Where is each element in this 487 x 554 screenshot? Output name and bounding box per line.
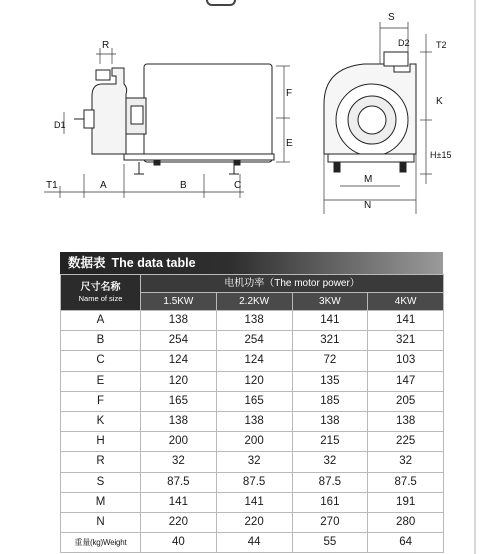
- table-cell: 321: [368, 331, 444, 351]
- label-D2: D2: [398, 38, 410, 48]
- table-cell: 138: [216, 412, 292, 432]
- page-border-right: [474, 0, 476, 554]
- label-A: A: [100, 180, 107, 191]
- table-cell: 124: [141, 351, 217, 371]
- table-cell: 280: [368, 513, 444, 533]
- row-label: E: [61, 371, 141, 391]
- label-H: H±15: [430, 150, 452, 160]
- table-title-cn: 数据表: [68, 256, 106, 270]
- table-cell: 55: [292, 533, 368, 553]
- table-row: [61, 513, 444, 533]
- row-label: K: [61, 412, 141, 432]
- label-T2: T2: [436, 40, 447, 50]
- pump-dimension-drawing: [44, 4, 474, 218]
- table-cell: 165: [141, 391, 217, 411]
- table-row: [61, 351, 444, 371]
- table-row: [61, 311, 444, 331]
- table-cell: 87.5: [141, 472, 217, 492]
- dimension-table: [60, 274, 444, 553]
- row-label: C: [61, 351, 141, 371]
- table-cell: 200: [141, 432, 217, 452]
- table-cell: 161: [292, 492, 368, 512]
- label-R: R: [102, 40, 110, 51]
- table-cell: 141: [141, 492, 217, 512]
- row-label: H: [61, 432, 141, 452]
- name-header-en: Name of size: [78, 293, 123, 303]
- row-label: F: [61, 391, 141, 411]
- table-cell: 40: [141, 533, 217, 553]
- table-cell: 87.5: [216, 472, 292, 492]
- table-cell: 32: [216, 452, 292, 472]
- table-row: [61, 371, 444, 391]
- row-label-weight: 重量(kg)Weight: [61, 533, 141, 553]
- table-cell: 220: [216, 513, 292, 533]
- data-table-panel: [60, 252, 443, 553]
- table-cell: 220: [141, 513, 217, 533]
- table-cell: 225: [368, 432, 444, 452]
- label-C: C: [234, 180, 242, 191]
- column-header-4: 4KW: [368, 293, 444, 311]
- table-cell: 185: [292, 391, 368, 411]
- row-label: N: [61, 513, 141, 533]
- table-cell: 165: [216, 391, 292, 411]
- table-row: [61, 492, 444, 512]
- table-cell: 138: [141, 412, 217, 432]
- label-B: B: [180, 180, 187, 191]
- table-cell: 120: [141, 371, 217, 391]
- table-cell: 72: [292, 351, 368, 371]
- front-view: [324, 52, 416, 172]
- table-cell: 87.5: [292, 472, 368, 492]
- table-cell: 138: [141, 311, 217, 331]
- table-cell: 141: [292, 311, 368, 331]
- label-T1: T1: [46, 180, 58, 191]
- table-title-en: The data table: [111, 256, 196, 270]
- label-D1: D1: [54, 120, 66, 130]
- table-cell: 254: [141, 331, 217, 351]
- table-cell: 44: [216, 533, 292, 553]
- label-K: K: [436, 96, 443, 107]
- label-M: M: [364, 174, 373, 185]
- column-header-2: 2.2KW: [216, 293, 292, 311]
- table-cell: 321: [292, 331, 368, 351]
- column-header-3: 3KW: [292, 293, 368, 311]
- table-row: [61, 391, 444, 411]
- table-cell: 32: [368, 452, 444, 472]
- table-row: [61, 412, 444, 432]
- row-label: R: [61, 452, 141, 472]
- table-row: [61, 533, 444, 553]
- table-cell: 64: [368, 533, 444, 553]
- table-cell: 103: [368, 351, 444, 371]
- table-cell: 32: [292, 452, 368, 472]
- table-cell: 200: [216, 432, 292, 452]
- label-E: E: [286, 138, 293, 149]
- motor-power-header: 电机功率（The motor power）: [141, 275, 444, 293]
- name-of-size-header: [61, 275, 141, 311]
- row-label: A: [61, 311, 141, 331]
- table-cell: 32: [141, 452, 217, 472]
- row-label: S: [61, 472, 141, 492]
- row-label: M: [61, 492, 141, 512]
- table-row: [61, 432, 444, 452]
- motor-body: [144, 64, 272, 162]
- table-row: [61, 331, 444, 351]
- table-cell: 147: [368, 371, 444, 391]
- table-cell: 124: [216, 351, 292, 371]
- table-cell: 120: [216, 371, 292, 391]
- table-cell: 270: [292, 513, 368, 533]
- table-title-bar: [60, 252, 443, 274]
- table-row: [61, 472, 444, 492]
- row-label: B: [61, 331, 141, 351]
- side-view: [74, 64, 274, 174]
- label-S: S: [388, 12, 395, 23]
- name-header-cn: 尺寸名称: [80, 281, 121, 293]
- table-cell: 135: [292, 371, 368, 391]
- table-cell: 141: [216, 492, 292, 512]
- table-cell: 141: [368, 311, 444, 331]
- label-N: N: [364, 200, 372, 211]
- table-cell: 205: [368, 391, 444, 411]
- table-cell: 215: [292, 432, 368, 452]
- table-row: [61, 452, 444, 472]
- table-cell: 254: [216, 331, 292, 351]
- label-F: F: [286, 88, 293, 99]
- table-cell: 191: [368, 492, 444, 512]
- table-cell: 138: [292, 412, 368, 432]
- table-cell: 138: [216, 311, 292, 331]
- column-header-1: 1.5KW: [141, 293, 217, 311]
- table-cell: 138: [368, 412, 444, 432]
- side-dimensions: [44, 48, 293, 198]
- table-cell: 87.5: [368, 472, 444, 492]
